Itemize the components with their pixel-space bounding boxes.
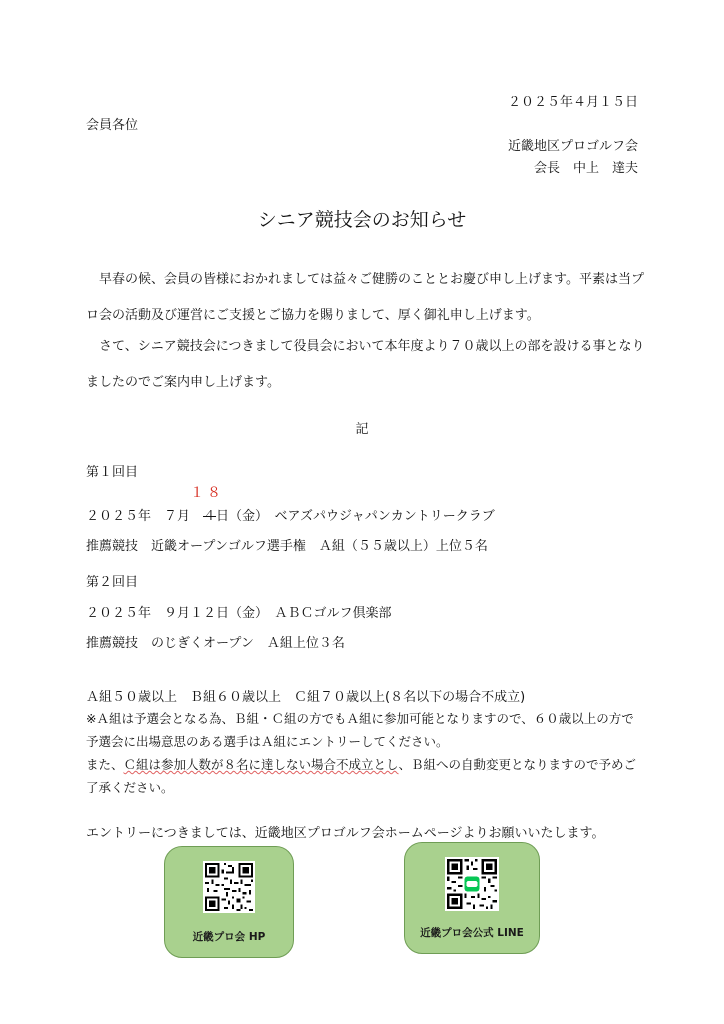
round1-date-prefix: ２０２５年 ７月 (86, 509, 204, 524)
page-title: シニア競技会のお知らせ (257, 209, 467, 231)
note-2-underlined: Ｃ組は参加人数が８名に達しない場合不成立とし (123, 757, 399, 772)
ki-marker: 記 (355, 422, 369, 437)
round1-heading: 第１回目 (86, 465, 139, 480)
round2-heading: 第２回目 (86, 575, 139, 590)
round1-date-struck: ４ (203, 509, 217, 524)
intro-paragraph-2: さて、シニア競技会につきまして役員会において本年度より７０歳以上の部を設ける事となりましたのでご案内申し上げます。 (86, 339, 645, 390)
round2-detail: 推薦競技 のじぎくオープン Ａ組上位３名 (86, 636, 345, 651)
line-qr-code-icon (445, 857, 499, 911)
note-2 (86, 753, 646, 799)
age-groups: Ａ組５０歳以上 Ｂ組６０歳以上 Ｃ組７０歳以上(８名以下の場合不成立) (86, 690, 526, 705)
note-2-pre: また、 (86, 757, 124, 772)
round1-date-suffix: 日（金） ベアズパウジャパンカントリークラブ (216, 509, 495, 524)
qr-card-homepage-label: 近畿プロ会 HP (192, 931, 266, 943)
round1-detail: 推薦競技 近畿オープンゴルフ選手権 Ａ組（５５歳以上）上位５名 (86, 539, 488, 554)
note-1: ※Ａ組は予選会となる為、Ｂ組・Ｃ組の方でもＡ組に参加可能となりますので、６０歳以上の方で予選会に出場意思のある選手はＡ組にエントリーしてください。 (86, 711, 634, 749)
intro-paragraph-1: 早春の候、会員の皆様におかれましては益々ご健勝のこととお慶び申し上げます。平素は当プロ会の活動及び運営にご支援とご協力を賜りまして、厚く御礼申し上げます。 (86, 272, 644, 323)
round2-date-line: ２０２５年 ９月１２日（金） ＡＢＣゴルフ倶楽部 (86, 606, 392, 621)
recipient: 会員各位 (86, 118, 139, 133)
document-date: ２０２５年４月１５日 (507, 95, 638, 110)
round1-date-correction: １８ (190, 485, 224, 501)
qr-card-homepage[interactable] (164, 846, 294, 958)
qr-card-line-label: 近畿プロ会公式 LINE (420, 927, 524, 939)
qr-card-line[interactable] (404, 842, 540, 954)
round1-date-line (86, 505, 495, 524)
signatory: 会長 中上 達夫 (533, 161, 638, 176)
organization-name: 近畿地区プロゴルフ会 (507, 139, 638, 154)
note-2-post: 、Ｂ組への自動変更となりますので予めご了承ください。 (86, 757, 637, 795)
entry-instructions: エントリーにつきましては、近畿地区プロゴルフ会ホームページよりお願いいたします。 (86, 826, 605, 841)
qr-code-icon (203, 861, 255, 913)
